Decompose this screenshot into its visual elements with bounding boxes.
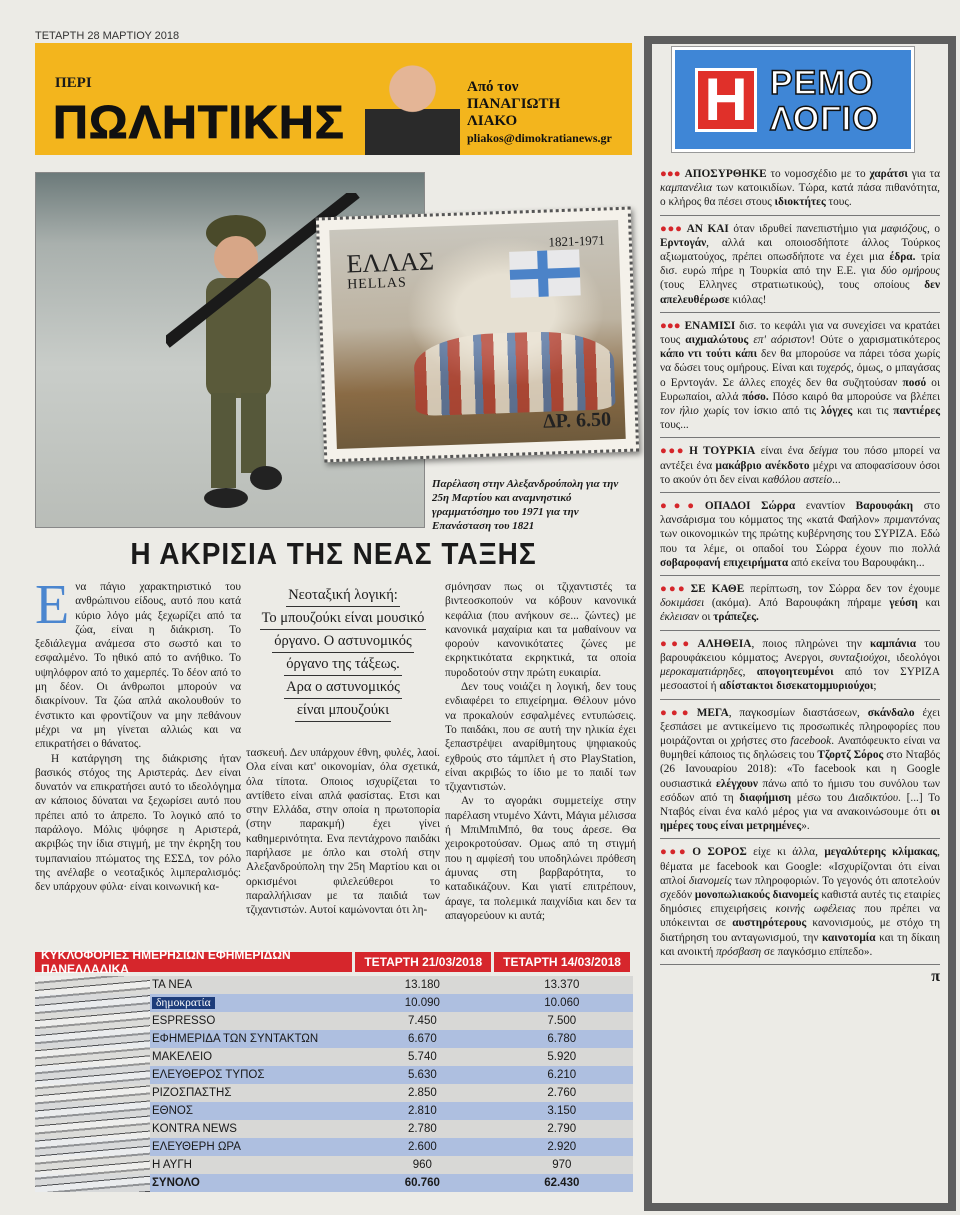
note-text-run: από εκείνα του Βαρουφάκη...	[788, 556, 925, 569]
note-text-run: τράπεζες.	[713, 611, 759, 624]
circulation-value: 7.500	[547, 1015, 577, 1027]
newspaper-name-text: ΕΘΝΟΣ	[152, 1105, 193, 1117]
note-text-run: διανομείς	[688, 874, 732, 887]
sidebar-note	[660, 634, 940, 700]
bullet-dots-icon: ●●●	[660, 500, 701, 513]
note-text-run: Ο ΣΟΡΟΣ	[692, 846, 747, 859]
note-text-run: πριμαντόνας	[883, 514, 940, 527]
imerologio-logo	[672, 47, 914, 152]
note-text-run: του βαρουφάκειου κόμματος; Ανεργοι,	[660, 637, 940, 664]
circulation-value: 5.740	[407, 1051, 437, 1063]
stamp-painting	[329, 220, 625, 449]
newspaper-name-text: ΕΦΗΜΕΡΙΔΑ ΤΩΝ ΣΥΝΤΑΚΤΩΝ	[152, 1033, 319, 1045]
note-text-run: όταν ιδρυθεί πανεπιστήμιο για	[728, 222, 881, 235]
note-text-run: Πόσο καιρό θα μπορούσε να βλέπει	[768, 390, 940, 403]
bullet-dots-icon: ●●●	[660, 319, 681, 332]
note-text-run: Βαρουφάκη	[855, 500, 914, 513]
note-text-run: μέσω του	[791, 791, 849, 804]
circulation-value: 3.150	[547, 1105, 577, 1117]
note-text-run: έδρα.	[889, 251, 916, 264]
note-text-run: σκάνδαλο	[867, 706, 915, 719]
note-text-run: ΑΛΗΘΕΙΑ	[697, 637, 752, 650]
commemorative-stamp	[316, 207, 639, 463]
note-text-run: τον ήλιο	[660, 405, 699, 418]
note-text-run: Διαδικτύου	[848, 791, 899, 804]
sidebar-note	[660, 441, 940, 493]
author-last-name: ΛΙΑΚΟ	[467, 113, 518, 129]
circulation-value: 2.780	[407, 1123, 437, 1135]
note-text-run: μονοπωλιακούς διανομείς	[694, 888, 819, 901]
note-text-run: τους.	[825, 196, 852, 209]
article-column-3	[445, 580, 636, 923]
paragraph-text: να πάγιο χαρακτηριστικό του ανθρώπινου είδους, αυτό που κατά κύριο λόγο μάς ξεχωρίζει από τα ζώα, είναι η διάκριση. Το ξεδιάλεγμα ανάμεσα στο σωστό και το εσφαλμένο. Το ηθικό από το ανήθικο. Το υψηλόφρον από το χαμερπές. Το δέον από το μη δέον. Οι άνθρωποι μπορούν να διακρίνουν. Τα ζώα απλά ακολουθούν το ένστικτο και φροντίζουν να μην πεθάνουν μέχρι να μη γίνεται αλλιώς και να επικρατήσει ο θάνατος.	[35, 581, 241, 751]
newspaper-stack-image	[35, 976, 150, 1192]
sidebar-note-list	[660, 164, 940, 965]
note-text-run: περίπτωση, τον Σώρρα δεν τον έχουμε	[744, 583, 940, 596]
circulation-value: 970	[552, 1159, 572, 1171]
note-text-run: λόγχες	[821, 405, 853, 418]
note-text-run: καινοτομία	[822, 931, 876, 944]
note-text-run: στο Νταβός (26 Ιανουαρίου 2018): «Το facebook και η Google ουσιαστικά	[660, 749, 940, 790]
table-header	[35, 948, 633, 976]
note-text-run: κανονισμούς, με στόχο τη διατήρηση του ανταγωνισμού, την	[660, 917, 940, 944]
note-text-run: . [...] Το Νταβός είναι ένα καλό μέρος για να ανακοινώσουμε ότι	[660, 791, 940, 818]
note-text-run: τυχερός	[816, 362, 851, 375]
note-text-run: εναντίον	[795, 500, 856, 513]
note-text-run: των οικονομικών της πρώτης κυβέρνησης του ΣΥΡΙΖΑ. Εδώ που τα λέμε, οι οπαδοί του Σώρρα έχουν πιο πολλά	[660, 528, 940, 555]
newspaper-name-text: Η ΑΥΓΗ	[152, 1159, 192, 1171]
note-text-run: , ιδεολόγοι	[887, 651, 940, 664]
bullet-dots-icon: ●●●	[660, 445, 686, 458]
newspaper-name-text: ESPRESSO	[152, 1015, 216, 1027]
bullet-dots-icon: ●●●	[660, 706, 693, 719]
note-text-run: ,	[742, 666, 757, 679]
note-text-run: πάνω από το ήμισυ του συνόλου των εσόδων από τη	[660, 777, 940, 804]
sidebar-note	[660, 579, 940, 631]
note-text-run: έκλεισαν	[660, 611, 699, 624]
sidebar-note	[660, 219, 940, 313]
circulation-value: 6.780	[547, 1033, 577, 1045]
note-text-run: , ο	[926, 222, 940, 235]
bullet-dots-icon: ●●●	[660, 637, 694, 650]
article-paragraph	[35, 574, 241, 752]
note-text-run: το νομοσχέδιο με το	[766, 168, 870, 180]
newspaper-name-text: δημοκρατία	[152, 997, 215, 1009]
note-text-run: συνταξιούχοι	[829, 651, 888, 664]
note-text-run: ΟΠΑΔΟΙ Σώρρα	[704, 500, 796, 513]
note-text-run: μέχρι να αποφασίσουν όσοι το ακούν ότι δεν είναι	[660, 459, 940, 486]
note-text-run: Ερντογάν	[660, 236, 707, 249]
note-text-run: για τα	[907, 168, 940, 180]
note-text-run: ελέγχουν	[716, 777, 758, 790]
sidebar-note	[660, 703, 940, 840]
note-text-run: που πρέπει να υπόκεινται σε	[660, 903, 940, 930]
note-text-run: από τον ΣΥΡΙΖΑ μεσοαστοί ή	[660, 666, 940, 693]
circulation-value: 5.920	[547, 1051, 577, 1063]
column-header: ΤΕΤΑΡΤΗ 21/03/2018	[355, 952, 491, 972]
note-text-run: και τη δίκαιη και ανοικτή	[660, 931, 940, 958]
stamp-country-latin: HELLAS	[346, 275, 408, 293]
note-text-run: , παγκοσμίων διαστάσεων,	[728, 706, 868, 719]
article-paragraph: τασκευή. Δεν υπάρχουν έθνη, φυλές, λαοί. Ολα είναι κατ' οικονομίαν, όλα σχετικά, όλα τίποτα. Οποιος ισχυρίζεται το αντίθετο είναι απλά φασίστας. Ετσι και στην Ελλάδα, στην οποία η πρωτοπορία (στην παρακμή) έχει γίνει καθημερινότητα. Ενα πεντάχρονο παιδάκι παρήλασε με όπλο και στολή στην Αλεξανδρούπολη την 25η Μαρτίου και οι ορκισμένοι φιλελεύθεροι το παραλλήλισαν με τα παιδιά των τζιχαντιστών. Αυτοί καμώνονται ότι λη-	[246, 747, 440, 917]
bullet-dots-icon: ●●●	[660, 168, 681, 180]
note-text-run: δεν θα μπορούσε να πάρει τόσα χωρίς να δώσει τους ομήρους. Είναι και	[660, 348, 940, 375]
note-text-run: τρία δισ. ευρώ πήρε η Τουρκία από την Ε.Ε. για	[660, 251, 940, 278]
stamp-country: ΕΛΛΑΣ	[345, 246, 435, 279]
note-text-run: ΣΕ ΚΑΘΕ	[690, 583, 745, 596]
article-paragraph: Αν το αγοράκι συμμετείχε στην παρέλαση ντυμένο Χάντι, Μάγια μέλισσα ή ΜπιΜπιΜπό, θα τους άρεσε. Θα χειροκροτούσαν. Ομως από τη στιγμή που η αμφίεσή του υποδηλώνει πρόθεση άμυνας στη βαρβαρότητα, το καταδικάζουν. Και γιατί επιτρέπουν, άραγε, τα πολεμικά παιχνίδια και δεν τα απαγορεύουν κι αυτά;	[445, 795, 636, 922]
note-text-run: απογοητευμένοι	[756, 666, 834, 679]
circulation-value: 62.430	[544, 1177, 580, 1189]
note-text-run: του πόσο μπορεί να αντέξει ένα	[660, 445, 940, 472]
note-text-run: διαφήμιση	[739, 791, 792, 804]
note-text-run: καθιστά αυτές τις εταιρίες δημόσιες επιχειρήσεις	[660, 888, 941, 916]
circulation-value: 2.600	[407, 1141, 437, 1153]
note-text-run: ΜΕΓΑ	[696, 706, 729, 719]
stamp-value: ΔΡ. 6.50	[542, 408, 612, 433]
note-text-run: δύο ομήρους	[880, 265, 940, 278]
pull-quote	[246, 584, 440, 722]
issue-date: ΤΕΤΑΡΤΗ 28 ΜΑΡΤΙΟΥ 2018	[35, 30, 180, 42]
note-text-run: μακάβριο ανέκδοτο	[715, 459, 810, 472]
sidebar-note	[660, 164, 940, 216]
article-paragraph: σμόνησαν πως οι τζιχαντιστές τα βιντεοσκοπούν να κόβουν κανονικά κεφάλια (που ανήκουν σε... ζώντες) με κανονικά μαχαίρια και τα μαθαίνουν να φορούν κανονικότατες ζώνες με εκρηκτικότατα εκρηκτικά, τα οποία πυροδοτούν στην πρώτη ευκαιρία.	[445, 581, 636, 679]
column-banner	[35, 43, 632, 155]
note-text-run: δισ. το κεφάλι για να συνεχίσει να κρατάει τους	[660, 319, 940, 347]
pull-quote-line: Το μπουζούκι είναι μουσικό	[260, 607, 427, 630]
note-text-run: δοκιμάσει	[660, 597, 705, 610]
circulation-value: 6.210	[547, 1069, 577, 1081]
note-text-run: επ' αόριστον	[753, 334, 812, 347]
article-paragraph: Δεν τους νοιάζει η λογική, δεν τους ενδιαφέρει το επιχείρημα. Θέλουν μόνο να προκαλούν εσφαλμένες εντυπώσεις. Το παιδάκι, που σε αυτή την ηλικία έχει ξεπαστρέψει αναρίθμητους ψηφιακούς εχθρούς στο τάμπλετ ή στο PlayStation, είναι ακριβώς το ίδιο με το παιδί των τζιχαντιστών.	[445, 681, 636, 794]
note-text-run: , όμως, ο μπαγάσας ο Ερντογάν. Σε άλλες εποχές δεν θα συζητούσαν	[660, 362, 940, 389]
note-text-run: σε παγκόσμιο επίπεδο».	[761, 945, 873, 958]
note-text-run: οι Ευρωπαίοι, αλλά	[660, 376, 940, 403]
article-column-1	[35, 574, 241, 895]
note-text-run: τους...	[660, 419, 689, 432]
note-text-run: πόσο.	[742, 390, 769, 403]
sidebar-note	[660, 316, 940, 439]
photo-caption: Παρέλαση στην Αλεξανδρούπολη για την 25η Μαρτίου και αναμνηστικό γραμματόσημο του 1971 για την Επανάσταση του 1821	[432, 478, 619, 532]
sidebar-note	[660, 842, 940, 965]
note-text-run: Η ΤΟΥΡΚΙΑ	[689, 445, 756, 458]
note-text-run: ».	[801, 820, 810, 833]
note-text-run: (τους Ελληνες στρατιωτικούς), τους οποίους	[660, 279, 925, 292]
author-photo	[365, 53, 460, 155]
note-text-run: καμπανέλια	[660, 182, 713, 195]
byline	[467, 79, 612, 147]
note-text-run: , αλλά και οποιοσδήποτε άλλος Τούρκος αξιωματούχος, πρέπει οπωσδήποτε να έχει μια	[660, 236, 940, 264]
note-text-run: ! Ούτε ο χαρισματικότερος	[811, 334, 940, 347]
note-text-run: οι ημέρες τους είναι μετρημένες	[660, 805, 940, 833]
pull-quote-line: Νεοταξική λογική:	[286, 584, 400, 607]
note-text-run: των πληροφοριών. Το γεγονός ότι αποτελούν σχεδόν	[660, 874, 940, 901]
note-text-run: γεύση	[889, 597, 918, 610]
sidebar-column	[652, 44, 948, 1203]
newspaper-name-text: ΣΥΝΟΛΟ	[152, 1177, 200, 1189]
pull-quote-line: όργανο της τάξεως.	[284, 653, 402, 676]
note-text-run: αιχμαλώτους	[685, 334, 749, 347]
note-text-run: χωρίς τον ίσκιο από τις	[698, 405, 821, 418]
author-signature: π	[931, 967, 940, 985]
logo-line-2: ΛΟΓΙΟ	[770, 100, 880, 138]
stamp-fighters	[413, 329, 616, 416]
pull-quote-line: Αρα ο αστυνομικός	[284, 676, 402, 699]
note-text-run: σοβαροφανή επιχειρήματα	[660, 556, 789, 569]
note-text-run: μεγαλύτερης κλίμακας	[824, 846, 938, 859]
note-text-run: οι	[698, 611, 714, 624]
note-text-run: ...	[832, 473, 841, 486]
pull-quote-line: είναι μπουζούκι	[295, 699, 391, 722]
note-text-run: και	[917, 597, 940, 610]
column-header: ΤΕΤΑΡΤΗ 14/03/2018	[494, 952, 630, 972]
newspaper-name-text: ΤΑ ΝΕΑ	[152, 979, 193, 991]
article-column-2	[246, 580, 440, 918]
author-first-name: ΠΑΝΑΓΙΩΤΗ	[467, 96, 561, 112]
sidebar-frame	[644, 36, 956, 1211]
note-text-run: είχε κι άλλα,	[746, 846, 825, 859]
note-text-run: ΕΝΑΜΙΣΙ	[684, 319, 736, 332]
table-title: ΚΥΚΛΟΦΟΡΙΕΣ ΗΜΕΡΗΣΙΩΝ ΕΦΗΜΕΡΙΔΩΝ ΠΑΝΕΛΛΑΔΙΚΑ	[35, 952, 352, 972]
bullet-dots-icon: ●●●	[660, 846, 689, 859]
pull-quote-line: όργανο. Ο αστυνομικός	[272, 630, 414, 653]
newspaper-name-text: ΕΛΕΥΘΕΡΗ ΩΡΑ	[152, 1141, 241, 1153]
sidebar-note	[660, 496, 940, 576]
circulation-value: 13.180	[404, 979, 440, 991]
note-text-run: χαράτσι	[869, 168, 908, 180]
article-headline: Η ΑΚΡΙΣΙΑ ΤΗΣ ΝΕΑΣ ΤΑΞΗΣ	[130, 536, 537, 571]
note-text-run: κοινής ωφέλειας	[775, 903, 856, 916]
newspaper-name-text: ΜΑΚΕΛΕΙΟ	[152, 1051, 213, 1063]
note-text-run: μεροκαματιάρηδες	[660, 666, 743, 679]
circulation-value: 2.760	[547, 1087, 577, 1099]
newspaper-name-text: KONTRA NEWS	[152, 1123, 237, 1135]
note-text-run: , θέματα με facebook και Google: «Ισχυρίζονται ότι είναι απλοί	[660, 846, 940, 887]
bullet-dots-icon: ●●●	[660, 583, 687, 596]
logo-letter: Η	[695, 68, 757, 132]
note-text-run: . Αναπόφευκτο είναι να θυμηθεί κάποιος τις δηλώσεις του	[660, 734, 941, 762]
circulation-value: 7.450	[407, 1015, 437, 1027]
column-title: ΠΩΛΗΤΙΚΗΣ	[53, 96, 345, 148]
note-text-run: κιόλας!	[729, 293, 767, 306]
circulation-value: 13.370	[544, 979, 580, 991]
note-text-run: ΑΠΟΣΥΡΘΗΚΕ	[684, 168, 767, 180]
circulation-value: 2.810	[407, 1105, 437, 1117]
circulation-value: 5.630	[407, 1069, 437, 1081]
note-text-run: ιδιοκτήτες	[774, 196, 826, 209]
newspaper-name-text: ΕΛΕΥΘΕΡΟΣ ΤΥΠΟΣ	[152, 1069, 265, 1081]
note-text-run: , ποιος πληρώνει την	[751, 637, 871, 650]
circulation-value: 60.760	[404, 1177, 440, 1189]
note-text-run: και τις	[852, 405, 894, 418]
note-text-run: αδίστακτοι δισεκατομμυριούχοι	[719, 680, 874, 693]
note-text-run: αυστηρότερους	[732, 917, 807, 930]
note-text-run: των κατοικιδίων. Τώρα, κατά πάσα πιθανότητα, ο κλήρος θα πέσει στους	[660, 182, 940, 209]
circulation-value: 6.670	[407, 1033, 437, 1045]
note-text-run: μαφιόζους	[881, 222, 927, 235]
note-text-run: παντιέρες	[893, 405, 940, 418]
note-text-run: πρόσβαση	[716, 945, 762, 958]
note-text-run: είναι ένα	[755, 445, 809, 458]
note-text-run: ;	[873, 680, 877, 693]
logo-line-1: ΡΕΜΟ	[770, 64, 875, 102]
circulation-value: 2.790	[547, 1123, 577, 1135]
note-text-run: καμπάνια	[870, 637, 917, 650]
circulation-value: 2.920	[547, 1141, 577, 1153]
column-kicker: ΠΕΡΙ	[55, 75, 92, 91]
note-text-run: ΑΝ ΚΑΙ	[686, 222, 729, 235]
note-text-run: δείγμα	[808, 445, 838, 458]
bullet-dots-icon: ●●●	[660, 222, 683, 235]
article-paragraph: Η κατάργηση της διάκρισης ήταν βασικός στόχος της Αριστεράς. Δεν είναι δυνατόν να επικρατήσει αυτό το ιδεολόγημα αν κάποιος δύναται να ξεχωρίσει αυτό που πρέπει από το άπρεπο. Το λογικό από το παράλογο. Μόλις ψόφησε η Αριστερά, ακριβώς την ίδια στιγμή, με την έκρηξη του τυμπανιαίου πτώματος της ΕΣΣΔ, τον ρόλο της ανέλαβε ο νεοταξικός λιμπεραλισμός: δεν υπάρχουν φύλα· είναι κοινωνική κα-	[35, 752, 241, 894]
stamp-years: 1821-1971	[548, 232, 606, 250]
author-email[interactable]: pliakos@dimokratianews.gr	[467, 131, 612, 145]
note-text-run: δεν απελευθέρωσε	[660, 279, 940, 306]
note-text-run: Τζορτζ Σόρος	[817, 749, 884, 762]
circulation-value: 10.090	[404, 997, 440, 1009]
note-text-run: (ακόμα). Από Βαρουφάκη πήραμε	[704, 597, 890, 610]
note-text-run: facebook	[790, 734, 832, 747]
greek-flag-icon	[509, 249, 581, 297]
drop-cap: Ε	[35, 574, 70, 636]
circulation-value: 10.060	[544, 997, 580, 1009]
byline-by: Από τον	[467, 79, 519, 95]
note-text-run: κάπο ντι τούτι κάπι	[660, 348, 758, 361]
circulation-value: 960	[412, 1159, 432, 1171]
sidebar-notes	[660, 164, 940, 986]
note-text-run: έχει ξεσπάσει με αντικείμενο τις προσωπικές πληροφορίες που μοιράζονται οι χρήστες στο	[660, 706, 940, 747]
newspaper-name-text: ΡΙΖΟΣΠΑΣΤΗΣ	[152, 1087, 232, 1099]
circulation-value: 2.850	[407, 1087, 437, 1099]
note-text-run: ποσό	[902, 376, 927, 389]
note-text-run: καθόλου αστείο	[762, 473, 833, 486]
note-text-run: στο λανσάρισμα του κόμματος της «κατά Φαήλον»	[660, 500, 940, 527]
